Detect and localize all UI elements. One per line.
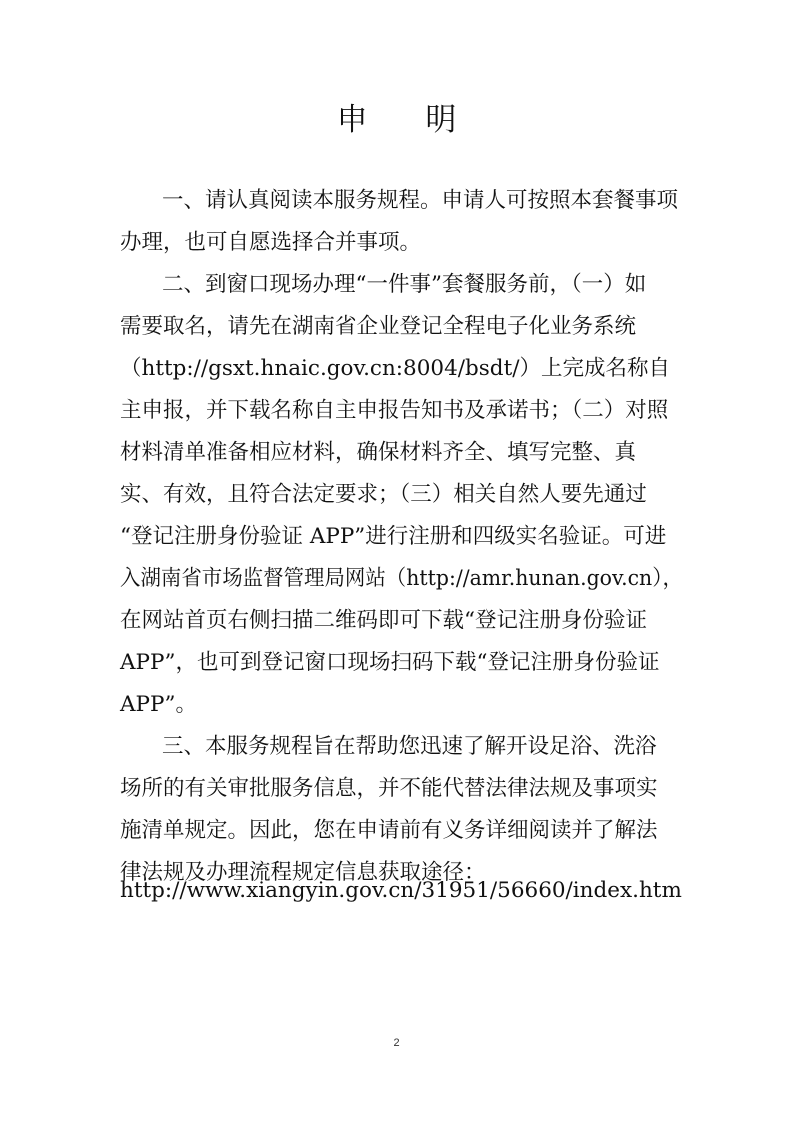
paragraph-line: 需要取名，请先在湖南省企业登记全程电子化业务系统 (120, 314, 637, 339)
paragraph-line: APP”，也可到登记窗口现场扫码下载“登记注册身份验证 (120, 650, 660, 675)
paragraph-line: APP”。 (120, 692, 197, 717)
link-text: 入湖南省市场监督管理局网站（http://amr.hunan.gov.cn）， (120, 566, 683, 591)
link-text: （http://gsxt.hnaic.gov.cn:8004/bsdt/）上完成名称自 (120, 356, 670, 381)
paragraph-line: 主申报，并下载名称自主申报告知书及承诺书；（二）对照 (120, 398, 669, 423)
paragraph-line: 场所的有关审批服务信息，并不能代替法律法规及事项实 (120, 776, 658, 801)
page-title: 申 明 (336, 102, 481, 138)
paragraph-line: 三、本服务规程旨在帮助您迅速了解开设足浴、洗浴 (162, 734, 657, 759)
paragraph-line: 一、请认真阅读本服务规程。申请人可按照本套餐事项 (162, 188, 679, 213)
paragraph-line: 施清单规定。因此，您在申请前有义务详细阅读并了解法 (120, 818, 658, 843)
paragraph-line: “登记注册身份验证 APP”进行注册和四级实名验证。可进 (120, 524, 667, 549)
page-number: 2 (393, 1037, 400, 1049)
paragraph-line: 办理，也可自愿选择合并事项。 (120, 230, 422, 255)
paragraph-line: 二、到窗口现场办理“一件事”套餐服务前，（一）如 (162, 272, 647, 297)
paragraph-line: 材料清单准备相应材料，确保材料齐全、填写完整、真 (120, 440, 637, 465)
link-text: http://www.xiangyin.gov.cn/31951/56660/index.htm (120, 878, 682, 903)
paragraph-line: 律法规及办理流程规定信息获取途径： (120, 860, 486, 885)
paragraph-line: 在网站首页右侧扫描二维码即可下载“登记注册身份验证 (120, 608, 647, 633)
paragraph-line: 实、有效，且符合法定要求；（三）相关自然人要先通过 (120, 482, 647, 507)
